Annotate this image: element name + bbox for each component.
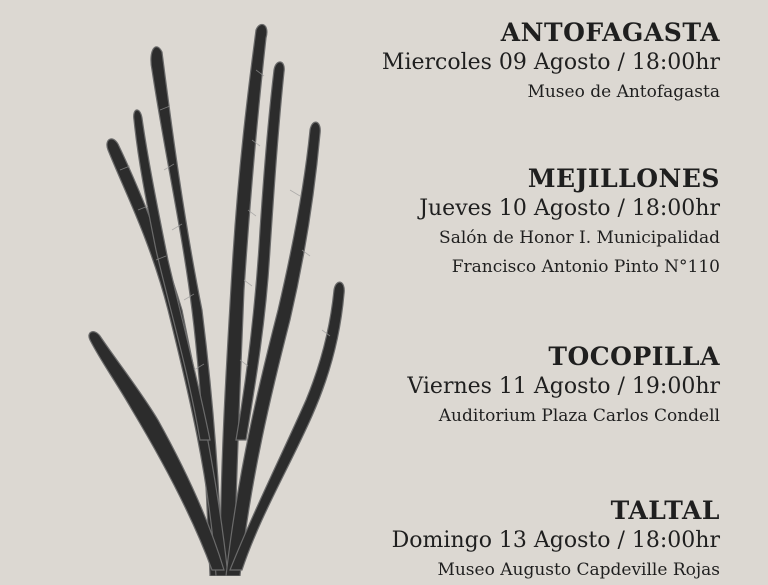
event-venue: Museo de Antofagasta (527, 82, 720, 102)
event-city: TALTAL (610, 496, 720, 525)
event-city: TOCOPILLA (548, 342, 720, 371)
event-date: Domingo 13 Agosto / 18:00hr (391, 528, 720, 553)
event-tocopilla (300, 342, 720, 431)
event-city: MEJILLONES (527, 164, 720, 193)
event-date: Miercoles 09 Agosto / 18:00hr (381, 50, 720, 75)
event-antofagasta (300, 18, 720, 107)
event-venue: Salón de Honor I. Municipalidad (439, 228, 720, 248)
event-venue: Auditorium Plaza Carlos Condell (438, 406, 720, 426)
event-venue: Museo Augusto Capdeville Rojas (437, 560, 720, 580)
event-date: Jueves 10 Agosto / 18:00hr (419, 196, 720, 221)
event-mejillones (300, 164, 720, 282)
event-date: Viernes 11 Agosto / 19:00hr (407, 374, 720, 399)
event-address: Francisco Antonio Pinto N°110 (451, 257, 720, 277)
event-taltal (300, 496, 720, 585)
event-city: ANTOFAGASTA (500, 18, 720, 47)
